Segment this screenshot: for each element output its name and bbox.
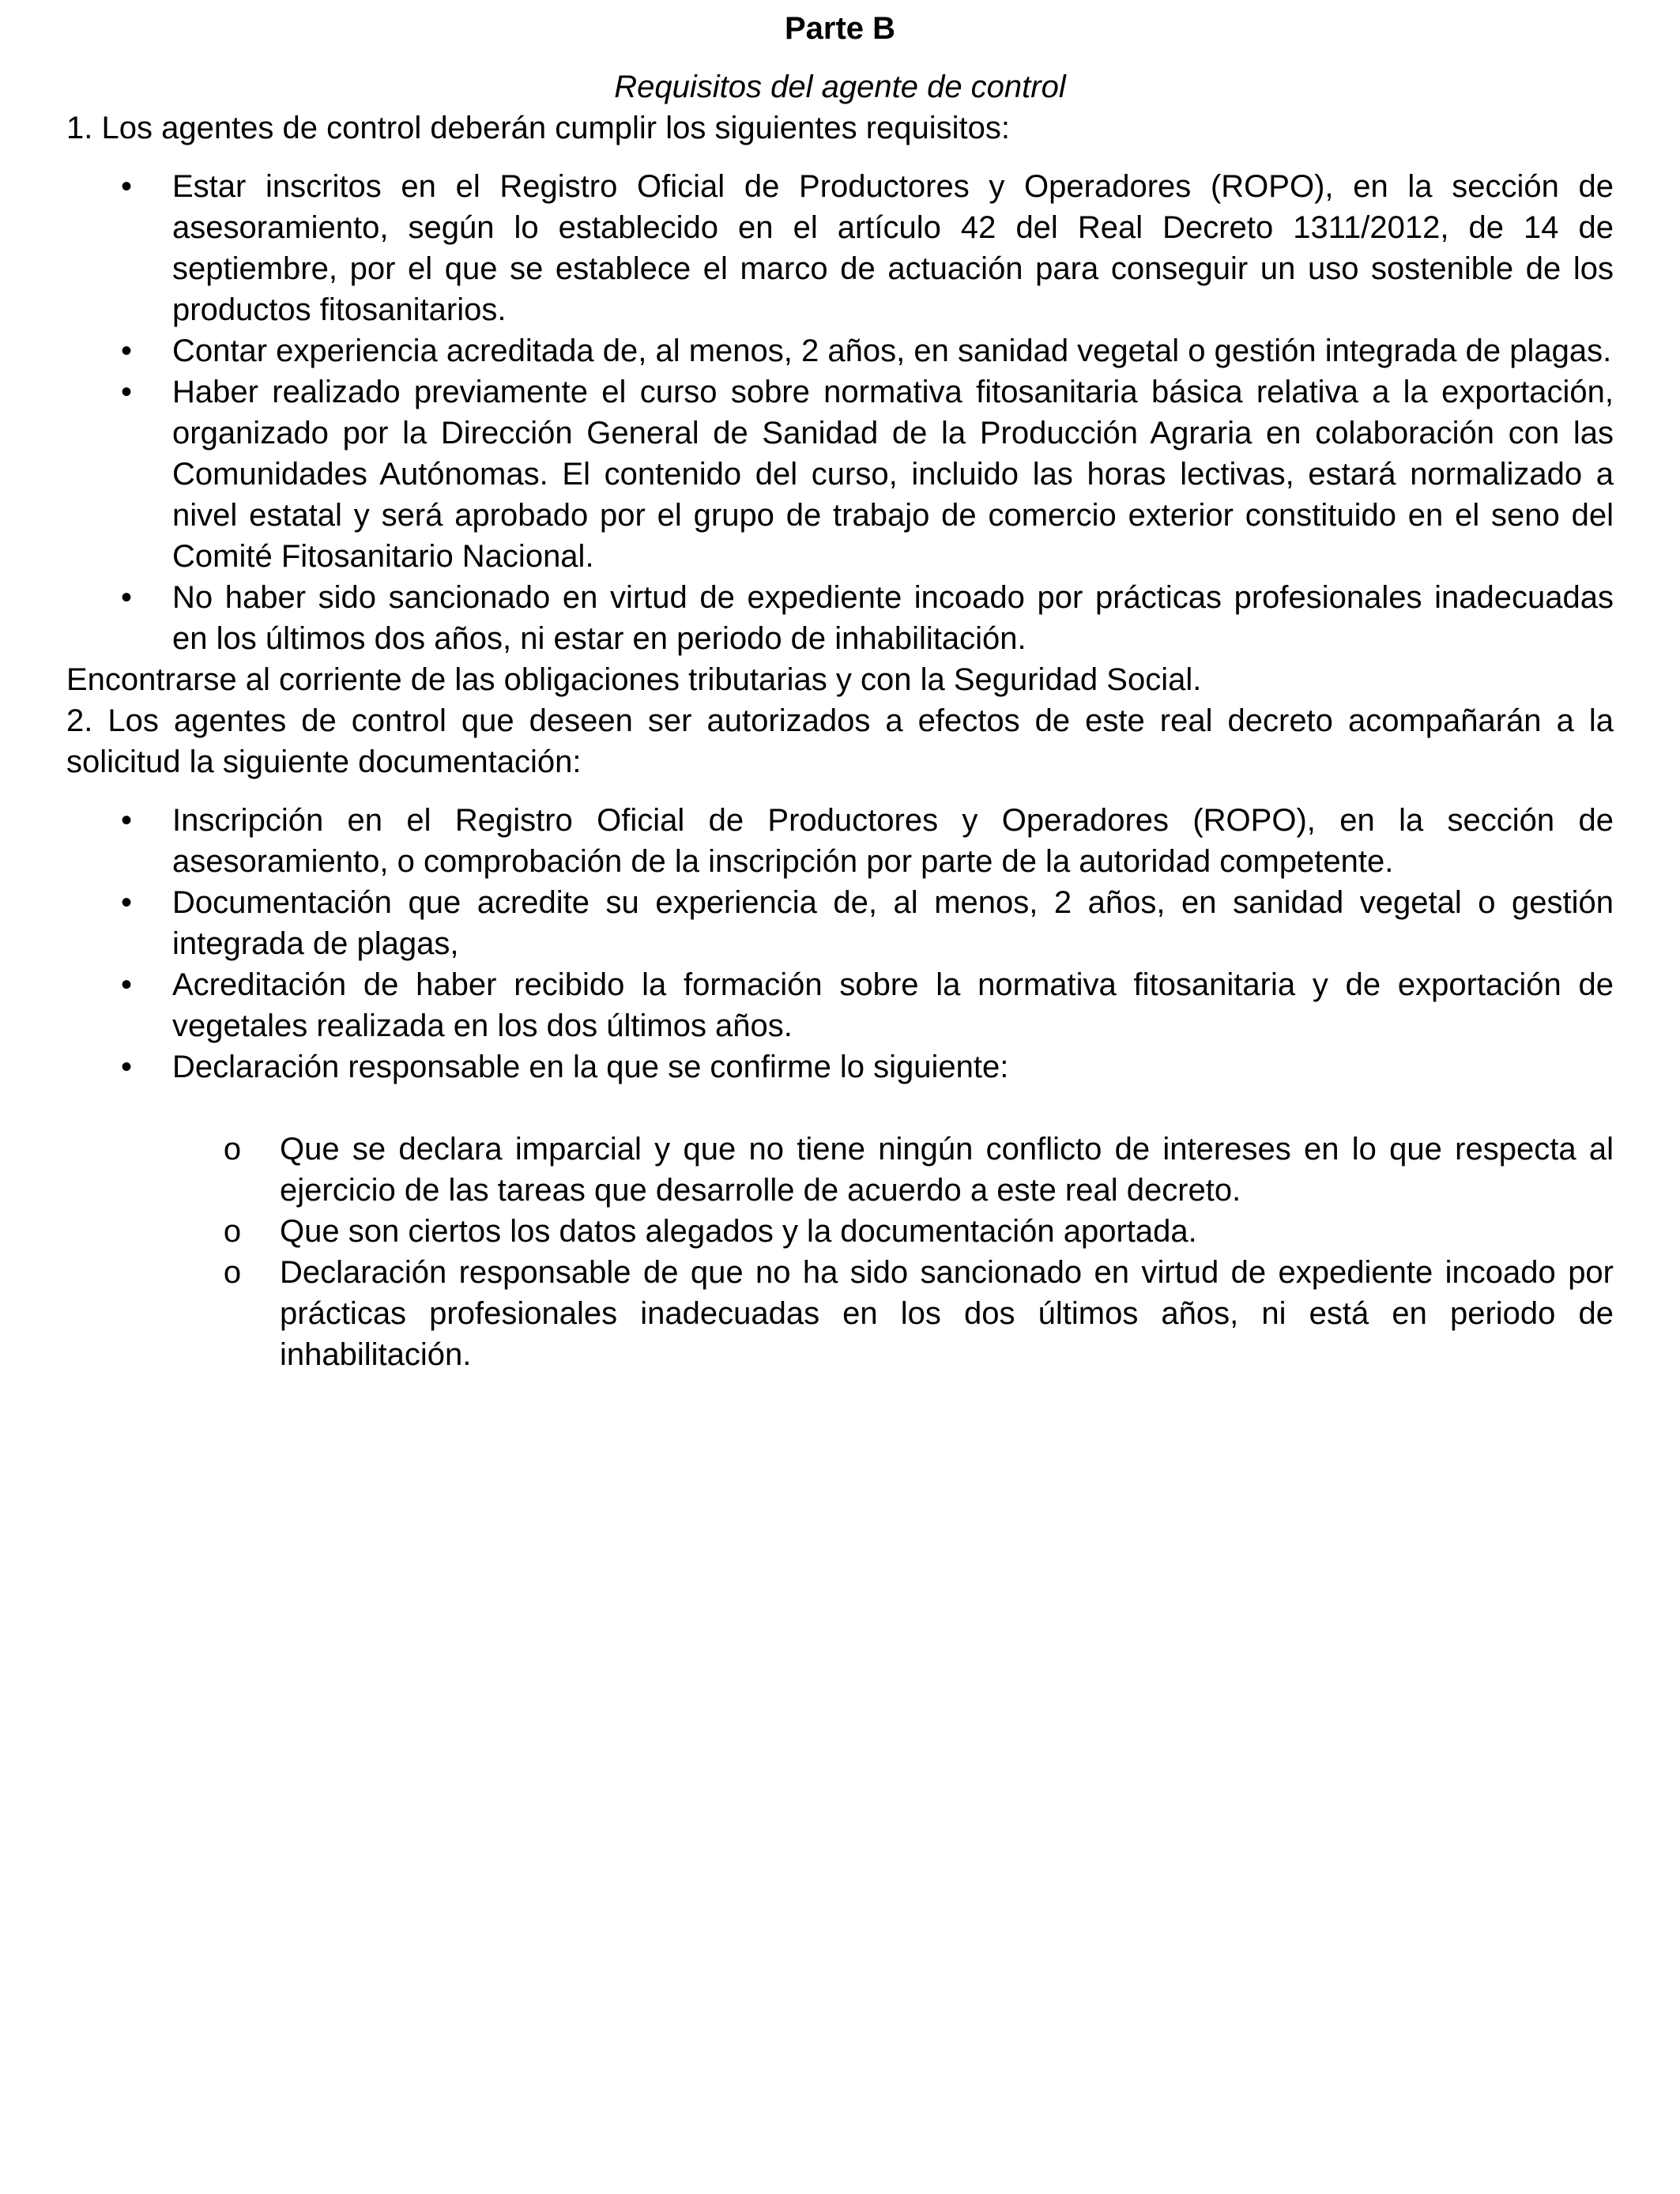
list-item-text: Documentación que acredite su experiencia de, al menos, 2 años, en sanidad vegetal o gestión integrada de plagas, [172, 885, 1614, 961]
list-item-text: Estar inscritos en el Registro Oficial de Productores y Operadores (ROPO), en la sección de asesoramiento, según lo establecido en el artículo 42 del Real Decreto 1311/2012, de 14 de septiembre, por el que se establece el marco de actuación para conseguir un uso sostenible de los productos fitosanitarios. [172, 169, 1614, 327]
bullet-icon: • [120, 169, 132, 204]
list-item-text: Acreditación de haber recibido la formación sobre la normativa fitosanitaria y de exportación de vegetales realizada en los dos últimos años. [172, 967, 1614, 1043]
declaration-sublist [66, 1129, 1614, 1375]
list-item [66, 330, 1614, 371]
section-1-requirements-list [66, 166, 1614, 659]
circle-bullet-icon: o [223, 1214, 242, 1249]
circle-bullet-icon: o [223, 1255, 242, 1290]
bullet-icon: • [120, 580, 132, 615]
list-item [66, 882, 1614, 964]
bullet-icon: • [120, 967, 132, 1002]
tax-obligations-paragraph: Encontrarse al corriente de las obligaciones tributarias y con la Seguridad Social. [66, 662, 1202, 697]
sublist-item [66, 1129, 1614, 1211]
document-page [66, 0, 1614, 1375]
section-2-documentation-list [66, 800, 1614, 1088]
list-item [66, 800, 1614, 882]
list-item-text: No haber sido sancionado en virtud de expediente incoado por prácticas profesionales inadecuadas en los últimos dos años, ni estar en periodo de inhabilitación. [172, 580, 1614, 656]
list-item [66, 964, 1614, 1046]
section-1-intro: 1. Los agentes de control deberán cumplir los siguientes requisitos: [66, 111, 1011, 145]
sublist-item-text: Que son ciertos los datos alegados y la documentación aportada. [280, 1214, 1197, 1249]
sublist-item-text: Que se declara imparcial y que no tiene ningún conflicto de intereses en lo que respecta al ejercicio de las tareas que desarrolle de acuerdo a este real decreto. [280, 1132, 1614, 1208]
list-item [66, 166, 1614, 330]
list-item [66, 577, 1614, 659]
list-item-text: Declaración responsable en la que se confirme lo siguiente: [172, 1050, 1009, 1084]
list-item-text: Contar experiencia acreditada de, al menos, 2 años, en sanidad vegetal o gestión integrada de plagas. [172, 334, 1612, 368]
bullet-icon: • [120, 1050, 132, 1084]
bullet-icon: • [120, 334, 132, 368]
list-item-text: Inscripción en el Registro Oficial de Productores y Operadores (ROPO), en la sección de asesoramiento, o comprobación de la inscripción por parte de la autoridad competente. [172, 803, 1614, 879]
list-item [66, 371, 1614, 577]
bullet-icon: • [120, 375, 132, 409]
part-title: Parte B [784, 11, 896, 46]
circle-bullet-icon: o [223, 1132, 242, 1167]
sublist-item [66, 1252, 1614, 1375]
section-2-intro: 2. Los agentes de control que deseen ser autorizados a efectos de este real decreto acompañarán a la solicitud la siguiente documentación: [66, 703, 1614, 779]
part-subtitle: Requisitos del agente de control [614, 70, 1066, 104]
sublist-item [66, 1211, 1614, 1252]
bullet-icon: • [120, 885, 132, 920]
bullet-icon: • [120, 803, 132, 838]
sublist-item-text: Declaración responsable de que no ha sido sancionado en virtud de expediente incoado por prácticas profesionales inadecuadas en los dos últimos años, ni está en periodo de inhabilitación. [280, 1255, 1614, 1372]
list-item-text: Haber realizado previamente el curso sobre normativa fitosanitaria básica relativa a la exportación, organizado por la Dirección General de Sanidad de la Producción Agraria en colaboración con las Comunidades Autónomas. El contenido del curso, incluido las horas lectivas, estará normalizado a nivel estatal y será aprobado por el grupo de trabajo de comercio exterior constituido en el seno del Comité Fitosanitario Nacional. [172, 375, 1614, 574]
list-item [66, 1046, 1614, 1088]
